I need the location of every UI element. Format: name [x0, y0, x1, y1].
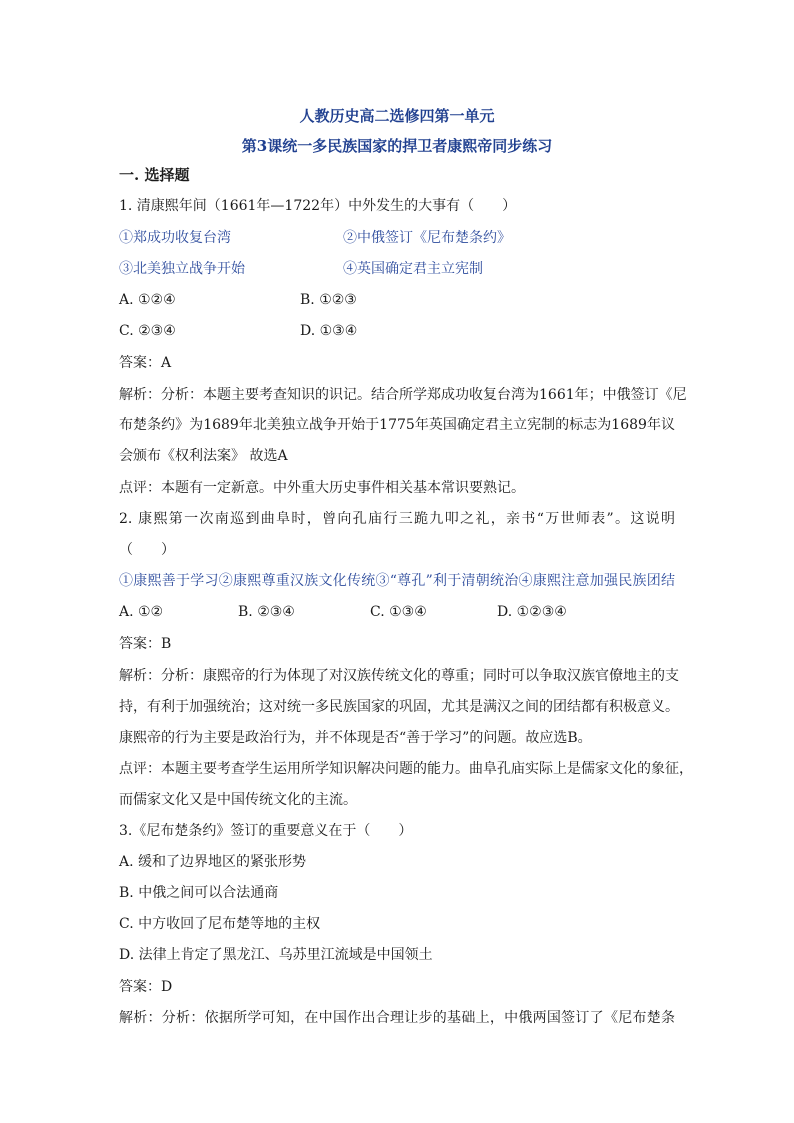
question-1-comment: 点评：本题有一定新意。中外重大历史事件相关基本常识要熟记。	[119, 480, 525, 496]
question-1-analysis-line: 解析：分析：本题主要考查知识的识记。结合所学郑成功收复台湾为1661年；中俄签订《尼	[119, 387, 687, 403]
question-3-answer: 答案：D	[119, 979, 173, 995]
question-1-option-d: D. ①③④	[300, 323, 358, 339]
question-3-stem: 3.《尼布楚条约》签订的重要意义在于（ ）	[119, 823, 413, 839]
question-3-option-c: C. 中方收回了尼布楚等地的主权	[119, 916, 321, 932]
question-2-stem-continued: （ ）	[119, 542, 175, 558]
question-2-option-c: C. ①③④	[370, 604, 427, 620]
question-1-analysis-line: 布楚条约》为1689年北美独立战争开始于1775年英国确定君主立宪制的标志为1689年议	[119, 417, 675, 433]
question-1-item: ①郑成功收复台湾	[119, 230, 231, 246]
question-3-analysis-line: 解析：分析：依据所学可知，在中国作出合理让步的基础上，中俄两国签订了《尼布楚条	[119, 1010, 675, 1026]
question-1-item: ④英国确定君主立宪制	[343, 261, 483, 277]
question-3-option-b: B. 中俄之间可以合法通商	[119, 885, 279, 901]
question-2-comment-line: 点评：本题主要考查学生运用所学知识解决问题的能力。曲阜孔庙实际上是儒家文化的象征，	[119, 761, 693, 777]
section-heading: 一. 选择题	[119, 166, 190, 184]
question-1-answer: 答案：A	[119, 355, 172, 371]
question-1-stem: 1. 清康熙年间（1661年—1722年）中外发生的大事有（ ）	[119, 198, 517, 214]
question-2-analysis-line: 解析：分析：康熙帝的行为体现了对汉族传统文化的尊重；同时可以争取汉族官僚地主的支	[119, 668, 679, 684]
question-2-comment-line: 而儒家文化又是中国传统文化的主流。	[119, 792, 357, 808]
question-1-analysis-line: 会颁布《权利法案》 故选A	[119, 448, 288, 464]
question-2-analysis-line: 康熙帝的行为主要是政治行为，并不体现是否“善于学习”的问题。故应选B。	[119, 730, 592, 746]
question-2-answer: 答案：B	[119, 636, 172, 652]
question-2-stem: 2. 康熙第一次南巡到曲阜时，曾向孔庙行三跪九叩之礼，亲书“万世师表”。这说明	[119, 511, 675, 527]
question-2-option-d: D. ①②③④	[497, 604, 567, 620]
question-3-option-d: D. 法律上肯定了黑龙江、乌苏里江流域是中国领土	[119, 947, 433, 963]
question-2-option-a: A. ①②	[119, 604, 164, 620]
question-1-option-c: C. ②③④	[119, 323, 176, 339]
question-2-option-b: B. ②③④	[238, 604, 295, 620]
question-1-item: ③北美独立战争开始	[119, 261, 245, 277]
question-2-items: ①康熙善于学习②康熙尊重汉族文化传统③“尊孔”利于清朝统治④康熙注意加强民族团结	[119, 573, 675, 589]
question-1-option-b: B. ①②③	[300, 292, 357, 308]
document-title: 人教历史高二选修四第一单元	[299, 107, 495, 125]
document-subtitle: 第3课统一多民族国家的捍卫者康熙帝同步练习	[241, 137, 553, 155]
question-2-analysis-line: 持，有利于加强统治；这对统一多民族国家的巩固，尤其是满汉之间的团结都有积极意义。	[119, 699, 679, 715]
question-1-option-a: A. ①②④	[119, 292, 176, 308]
question-1-item: ②中俄签订《尼布楚条约》	[343, 230, 511, 246]
question-3-option-a: A. 缓和了边界地区的紧张形势	[119, 854, 307, 870]
